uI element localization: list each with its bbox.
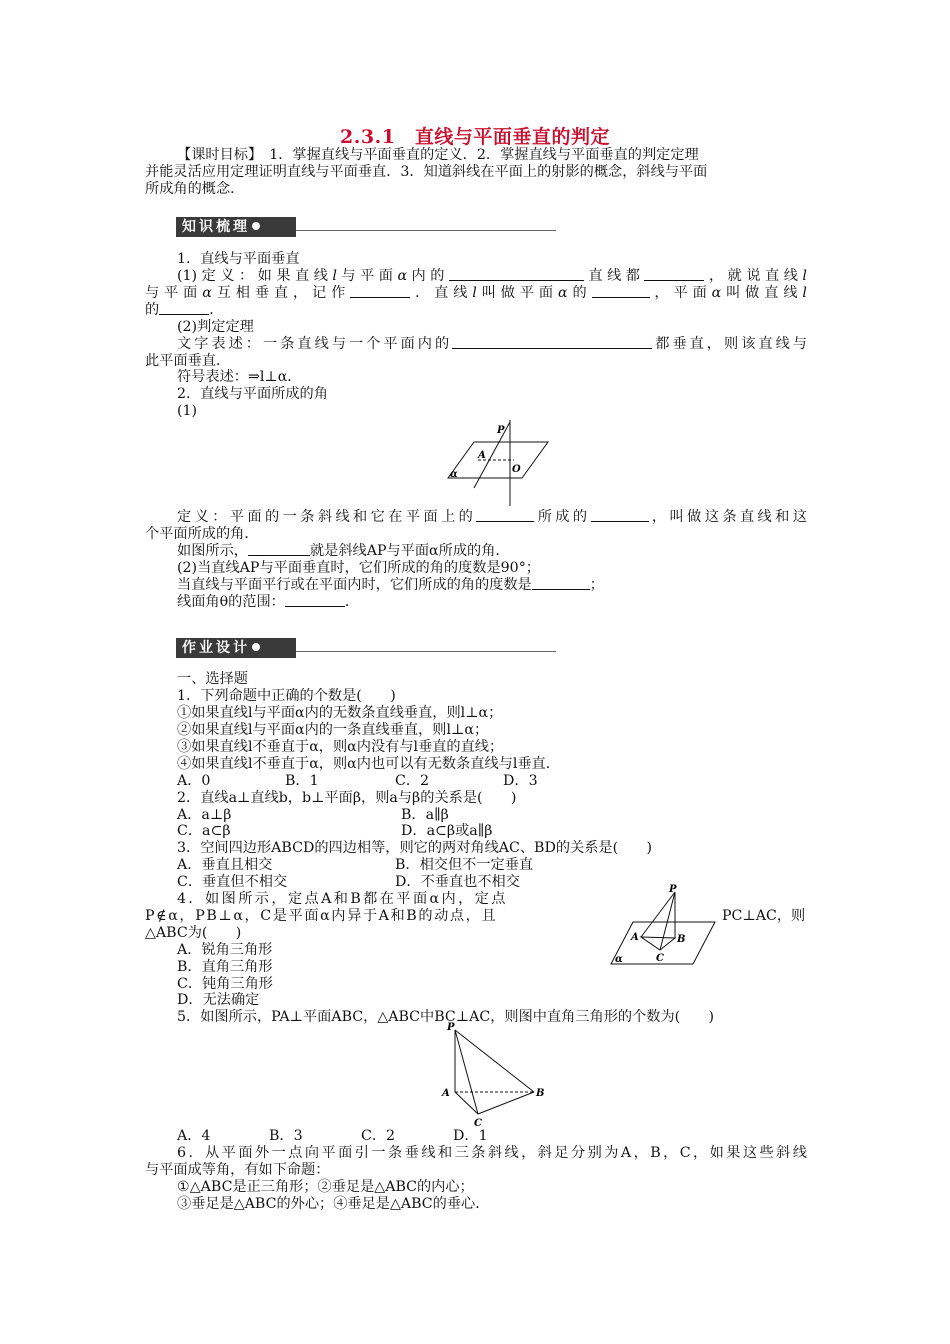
question-4-line-1: 4．如图所示，定点A和B都在平面α内，定点	[177, 891, 508, 907]
option-a[interactable]: A．a⊥β	[177, 807, 232, 823]
blank[interactable]	[592, 285, 650, 298]
edge-PC	[455, 1030, 478, 1114]
question-5: 5．如图所示，PA⊥平面ABC，△ABC中BC⊥AC，则图中直角三角形的个数为( )	[177, 1009, 715, 1025]
figure-caption-line: 如图所示， 就是斜线AP与平面α所成的角．	[177, 543, 510, 559]
blank[interactable]	[248, 543, 310, 556]
line-PA	[641, 892, 675, 937]
perpendicular-case: (2)当直线AP与平面垂直时，它们所成的角的度数是90°；	[177, 560, 540, 576]
label-alpha: α	[450, 469, 458, 480]
blank[interactable]	[350, 285, 410, 298]
objective-label: 【课时目标】	[177, 147, 256, 163]
knowledge-heading-2: 2．直线与平面所成的角	[177, 386, 328, 402]
edge-CB	[478, 1092, 534, 1114]
blank[interactable]	[449, 268, 584, 281]
theorem-text-line-2: 此平面垂直．	[145, 353, 231, 369]
question-4-line-3: △ABC为( )	[145, 925, 242, 941]
label-alpha: α	[615, 954, 623, 965]
blank[interactable]	[452, 336, 652, 349]
option-b[interactable]: B．3	[269, 1128, 303, 1144]
blank[interactable]	[532, 577, 590, 590]
question-4-option-c[interactable]: C．钝角三角形	[177, 976, 273, 992]
question-4-option-d[interactable]: D．无法确定	[177, 992, 260, 1008]
edge-PB	[455, 1030, 534, 1092]
exercise-heading: 一、选择题	[177, 671, 248, 687]
question-1-statement-2: ②如果直线l与平面α内的一条直线垂直，则l⊥α；	[177, 722, 489, 738]
label-B: B	[677, 934, 686, 945]
angle-definition-line-1: 定义：平面的一条斜线和它在平面上的 所成的 ，叫做这条直线和这	[177, 509, 807, 525]
section-banner-knowledge	[176, 217, 556, 237]
question-6-statements-2: ③垂足是△ABC的外心；④垂足是△ABC的垂心．	[177, 1196, 490, 1212]
question-6-statements-1: ①△ABC是正三角形；②垂足是△ABC的内心；	[177, 1179, 474, 1195]
label-B: B	[536, 1088, 545, 1099]
dot-icon	[252, 643, 260, 651]
dot-icon	[252, 222, 260, 230]
parallel-case: 当直线与平面平行或在平面内时，它们所成的角的度数是 ；	[177, 577, 604, 593]
banner-label-box: 作业设计	[176, 638, 296, 658]
page-title: 2.3.1 直线与平面垂直的判定	[340, 126, 610, 148]
option-b[interactable]: B．a∥β	[401, 807, 449, 823]
knowledge-heading-2-1: (1)	[177, 403, 198, 419]
question-1: 1．下列命题中正确的个数是( )	[177, 688, 396, 704]
question-4-option-a[interactable]: A．锐角三角形	[177, 942, 273, 958]
option-c[interactable]: C．2	[361, 1128, 396, 1144]
question-1-statement-1: ①如果直线l与平面α内的无数条直线垂直，则l⊥α；	[177, 705, 503, 721]
option-a[interactable]: A．0	[177, 773, 211, 789]
banner-rule	[296, 230, 556, 231]
option-d[interactable]: D．1	[453, 1128, 488, 1144]
banner-rule	[296, 651, 556, 652]
banner-label-box: 知识梳理	[176, 217, 296, 237]
question-4-line-2-end: PC⊥AC，则	[722, 908, 806, 924]
question-3: 3．空间四边形ABCD的四边相等，则它的两对角线AC、BD的关系是( )	[177, 840, 653, 856]
objective-line-2: 并能灵活应用定理证明直线与平面垂直．3．知道斜线在平面上的射影的概念，斜线与平面	[145, 164, 708, 180]
label-A: A	[478, 450, 486, 461]
definition-line-3: 的 ．	[145, 302, 224, 318]
definition-line-1: (1)定义：如果直线l与平面α内的 直线都 ，就说直线l	[177, 268, 807, 284]
theorem-symbolic: 符号表述：⇒l⊥α．	[177, 369, 302, 385]
blank[interactable]	[159, 302, 209, 315]
option-c[interactable]: C．垂直但不相交	[177, 874, 288, 890]
line-PC	[660, 892, 675, 950]
objective-line-1: 【课时目标】 1．掌握直线与平面垂直的定义．2．掌握直线与平面垂直的判定定理	[177, 147, 699, 163]
figure-plane-oblique-line	[440, 420, 555, 510]
angle-definition-line-2: 个平面所成的角．	[145, 526, 259, 542]
question-6-line-2: 与平面成等角，有如下命题：	[145, 1162, 330, 1178]
label-P: P	[447, 1022, 455, 1033]
knowledge-heading-1: 1．直线与平面垂直	[177, 251, 300, 267]
blank[interactable]	[591, 509, 649, 522]
section-banner-homework	[176, 638, 556, 658]
label-A: A	[442, 1088, 450, 1099]
label-O: O	[512, 464, 521, 475]
label-C: C	[656, 953, 664, 964]
label-A: A	[631, 932, 639, 943]
option-b[interactable]: B．相交但不一定垂直	[395, 857, 534, 873]
question-4-option-b[interactable]: B．直角三角形	[177, 959, 273, 975]
angle-range: 线面角θ的范围： ．	[177, 594, 360, 610]
blank[interactable]	[644, 268, 704, 281]
definition-line-2: 与平面α互相垂直，记作 ．直线l叫做平面α的 ，平面α叫做直线l	[145, 285, 807, 301]
theorem-heading: (2)判定定理	[177, 319, 254, 335]
figure-tetrahedron	[438, 1022, 550, 1130]
option-a[interactable]: A．垂直且相交	[177, 857, 273, 873]
option-c[interactable]: C．2	[395, 773, 430, 789]
option-b[interactable]: B．1	[285, 773, 319, 789]
question-4-line-2: P∉α，PB⊥α，C是平面α内异于A和B的动点，且	[145, 908, 498, 924]
label-P: P	[497, 425, 505, 436]
triangle-ABC	[641, 937, 675, 950]
theorem-text-line-1: 文字表述：一条直线与一个平面内的 都垂直，则该直线与	[177, 336, 807, 352]
blank[interactable]	[476, 509, 534, 522]
option-a[interactable]: A．4	[177, 1128, 211, 1144]
option-d[interactable]: D．a⊂β或a∥β	[401, 823, 493, 839]
option-d[interactable]: D．不垂直也不相交	[395, 874, 520, 890]
objective-line-3: 所成角的概念．	[145, 181, 245, 197]
question-2: 2．直线a⊥直线b，b⊥平面β，则a与β的关系是( )	[177, 790, 517, 806]
option-d[interactable]: D．3	[503, 773, 538, 789]
figure-moving-point-plane	[605, 882, 717, 970]
label-C: C	[474, 1118, 482, 1129]
option-c[interactable]: C．a⊂β	[177, 823, 231, 839]
question-6-line-1: 6．从平面外一点向平面引一条垂线和三条斜线，斜足分别为A，B，C，如果这些斜线	[177, 1145, 807, 1161]
question-1-statement-3: ③如果直线l不垂直于α，则α内没有与l垂直的直线；	[177, 739, 504, 755]
question-1-statement-4: ④如果直线l不垂直于α，则α内也可以有无数条直线与l垂直．	[177, 756, 560, 772]
label-P: P	[669, 884, 677, 895]
blank[interactable]	[285, 594, 345, 607]
